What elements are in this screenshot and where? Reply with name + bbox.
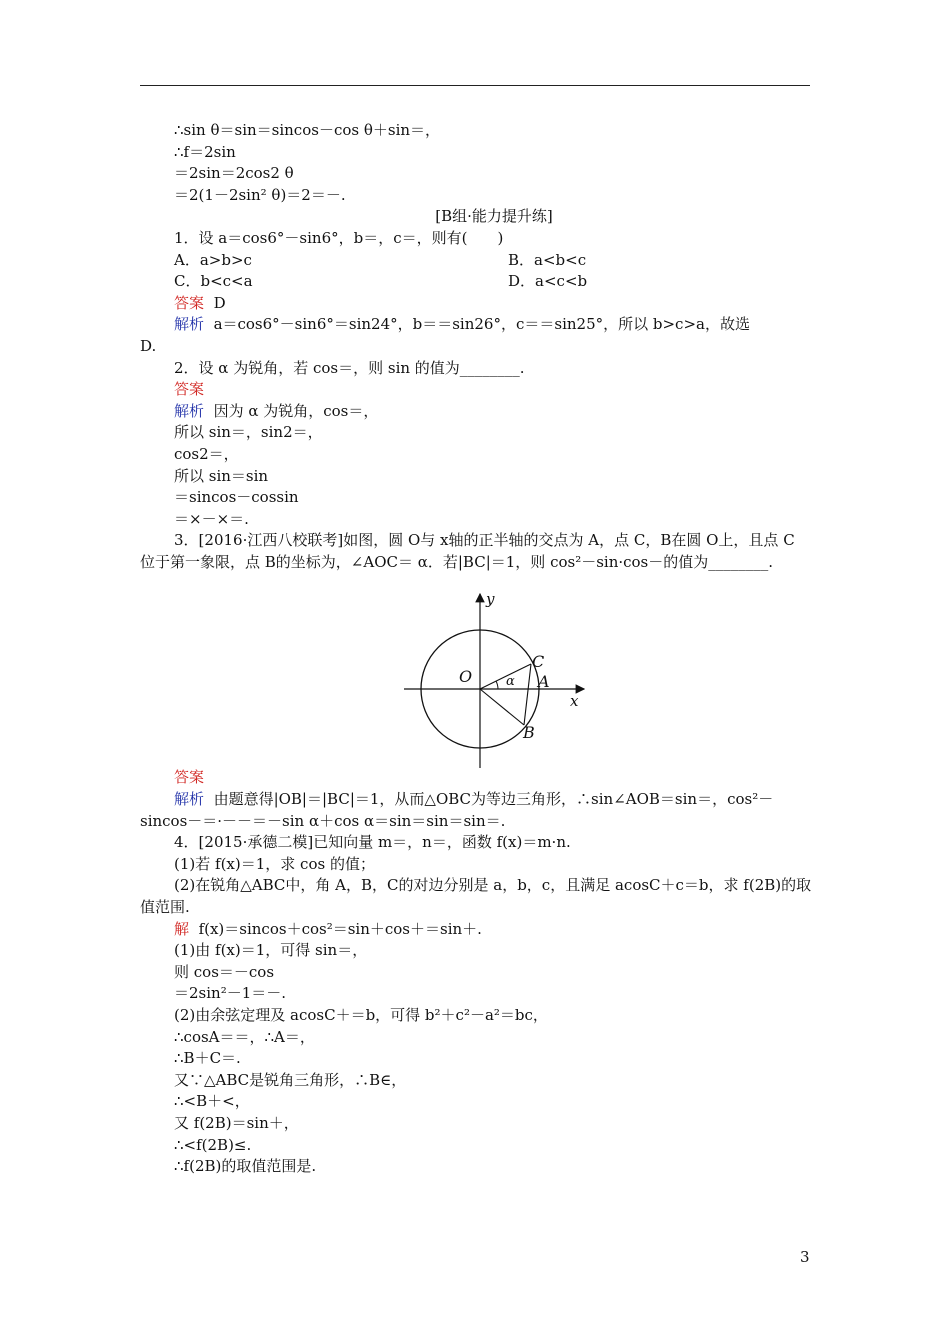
label-x: x	[570, 692, 579, 710]
analysis-text: 因为 α 为锐角，cos＝，	[213, 401, 379, 420]
text-line: cos2＝，	[174, 444, 239, 463]
segment-ob	[480, 689, 524, 725]
text-line: ∴<f(2B)≤.	[174, 1135, 252, 1154]
text-line: ＝2sin²－1＝－.	[174, 984, 287, 1003]
text-line: ∴cosA＝＝，∴A＝，	[174, 1027, 315, 1046]
q1-option-c: C．b<c<a	[174, 272, 253, 291]
text-line: ∴f(2B)的取值范围是.	[174, 1157, 317, 1176]
text-line: ∴<B＋<，	[174, 1092, 250, 1111]
text-line: (1)由 f(x)＝1，可得 sin＝，	[174, 941, 368, 960]
analysis-label: 解析	[174, 401, 205, 420]
text-line: (2)由余弦定理及 acosC＋＝b，可得 b²＋c²－a²＝bc，	[174, 1006, 548, 1024]
text-line: 所以 sin＝sin	[174, 466, 269, 485]
q2-analysis	[174, 401, 814, 423]
label-y: y	[486, 590, 495, 608]
text-line: ＝2(1－2sin² θ)＝2＝－.	[174, 185, 346, 204]
text-line: 又∵△ABC是锐角三角形，∴B∈，	[174, 1070, 407, 1089]
text-line: ∴B＋C＝.	[174, 1049, 241, 1068]
q1-analysis-cont: D.	[140, 336, 157, 355]
analysis-label: 解析	[174, 315, 205, 334]
analysis-text: a＝cos6°－sin6°＝sin24°，b＝＝sin26°，c＝＝sin25°，所以 b>c>a，故选	[213, 315, 750, 334]
angle-arc	[496, 681, 498, 689]
analysis-label: 解析	[174, 790, 205, 809]
text-line: ∴f＝2sin	[174, 142, 236, 161]
answer-value: D	[213, 293, 226, 312]
label-o: O	[459, 667, 473, 686]
q3-analysis	[174, 789, 814, 811]
section-title: [B组·能力提升练]	[435, 207, 553, 226]
q1-stem: 1．设 a＝cos6°－sin6°，b＝，c＝，则有( )	[174, 228, 504, 247]
answer-label: 答案	[174, 380, 205, 399]
solution-label: 解	[174, 919, 190, 938]
text-line: ∴sin θ＝sin＝sincos－cos θ＋sin＝，	[174, 121, 441, 139]
label-a: A	[538, 672, 550, 691]
q1-option-b: B．a<b<c	[508, 250, 587, 269]
unit-circle-figure	[400, 588, 600, 773]
q1-answer	[174, 293, 814, 315]
text-line: ＝sincos－cossin	[174, 488, 299, 507]
q1-option-d: D．a<c<b	[508, 272, 588, 291]
q3-stem: 3．[2016·江西八校联考]如图，圆 O与 x轴的正半轴的交点为 A，点 C，B在圆 O上，且点 C	[174, 531, 795, 550]
q1-analysis	[174, 314, 814, 336]
solution-text: f(x)＝sincos＋cos²＝sin＋cos＋＝sin＋.	[198, 919, 482, 938]
header-rule	[140, 85, 810, 86]
q4-part1: (1)若 f(x)＝1，求 cos 的值；	[174, 854, 375, 873]
q2-stem: 2．设 α 为锐角，若 cos＝，则 sin 的值为________.	[174, 358, 525, 377]
q4-part2: (2)在锐角△ABC中，角 A，B，C的对边分别是 a，b，c，且满足 acosC＋c＝b，求 f(2B)的取	[174, 876, 812, 895]
label-alpha: α	[506, 674, 515, 689]
segment-bc	[524, 664, 531, 725]
answer-label: 答案	[174, 293, 205, 312]
text-line: ＝×－×＝.	[174, 509, 249, 528]
answer-label: 答案	[174, 768, 205, 787]
text-line: 所以 sin＝，sin2＝，	[174, 423, 323, 442]
label-c: C	[532, 652, 545, 671]
q1-options-row-2	[174, 271, 814, 293]
q4-solution	[174, 919, 814, 941]
q3-stem-cont: 位于第一象限，点 B的坐标为，∠AOC＝ α．若|BC|＝1，则 cos²－sin·cos－的值为________.	[140, 552, 774, 571]
label-b: B	[523, 723, 535, 742]
text-line: 又 f(2B)＝sin＋，	[174, 1113, 299, 1132]
q2-answer	[174, 379, 814, 401]
text-line: ＝2sin＝2cos2 θ	[174, 164, 294, 183]
q3-analysis-cont: sincos－＝·－－＝－sin α＋cos α＝sin＝sin＝sin＝.	[140, 811, 506, 830]
analysis-text: 由题意得|OB|＝|BC|＝1，从而△OBC为等边三角形，∴sin∠AOB＝sin＝，cos²－	[213, 790, 774, 809]
q4-stem: 4．[2015·承德二模]已知向量 m＝，n＝，函数 f(x)＝m·n.	[174, 833, 571, 852]
page-number: 3	[800, 1248, 810, 1266]
q1-options-row-1	[174, 250, 814, 272]
q4-part2-cont: 值范围.	[140, 898, 190, 917]
q1-option-a: A．a>b>c	[174, 250, 252, 269]
text-line: 则 cos＝－cos	[174, 962, 275, 981]
